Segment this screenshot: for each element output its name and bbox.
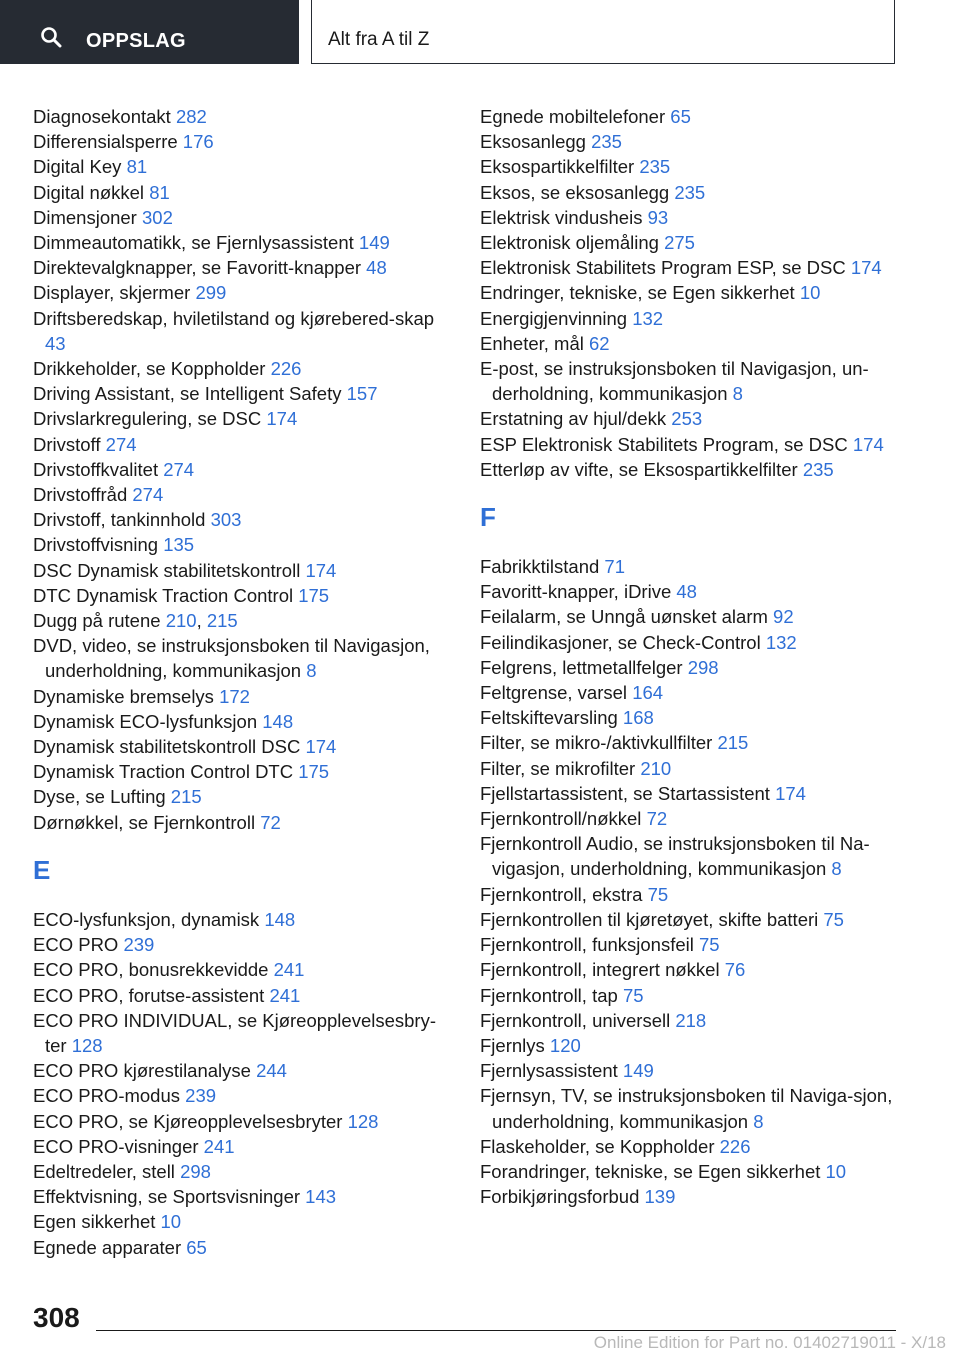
index-term: Drikkeholder, se Koppholder [33, 358, 266, 380]
index-term: Fabrikktilstand [480, 556, 600, 578]
index-term: Elektrisk vindusheis [480, 206, 643, 228]
index-term: Fjernkontroll, ekstra [480, 883, 643, 905]
page-link[interactable]: 274 [163, 458, 195, 480]
index-term: Dyse, se Lufting [33, 786, 166, 808]
index-term: E-post, se instruksjonsboken til Navigasjon, un-derholdning, kommunikasjon [480, 358, 869, 405]
index-entry [33, 129, 453, 154]
index-term: Favoritt-knapper, iDrive [480, 581, 672, 603]
index-entry [480, 907, 900, 932]
page-link[interactable]: 210 [165, 610, 197, 632]
index-term: Fjernkontrollen til kjøretøyet, skifte batteri [480, 908, 819, 930]
page-link[interactable]: 275 [664, 232, 695, 254]
index-term: Filter, se mikrofilter [480, 757, 636, 779]
index-entry [33, 932, 453, 957]
page-link[interactable]: 235 [802, 458, 834, 480]
page-link[interactable]: 226 [719, 1135, 751, 1157]
page-link[interactable]: 299 [195, 282, 227, 304]
index-term: Feltskiftevarsling [480, 707, 618, 729]
index-term: Elektronisk Stabilitets Program ESP, se DSC [480, 257, 846, 279]
page-link[interactable]: 8 [831, 858, 842, 880]
index-entry [33, 1235, 453, 1260]
page-link[interactable]: 75 [647, 883, 669, 905]
index-term: Endringer, tekniske, se Egen sikkerhet [480, 282, 795, 304]
index-entry [480, 630, 900, 655]
index-term: ECO PRO, bonusrekkevidde [33, 959, 269, 981]
index-term: Dynamisk stabilitetskontroll DSC [33, 736, 301, 758]
index-term: Fjellstartassistent, se Startassistent [480, 782, 770, 804]
index-term: Fjernkontroll, funksjonsfeil [480, 934, 694, 956]
page-link[interactable]: 235 [591, 131, 622, 153]
index-entry [480, 280, 900, 305]
index-term: ECO PRO-modus [33, 1085, 181, 1107]
index-term: ECO PRO kjørestilanalyse [33, 1060, 251, 1082]
index-entry [480, 680, 900, 705]
index-entry [33, 154, 453, 179]
index-term: Differensialsperre [33, 131, 178, 153]
index-entry [33, 1109, 453, 1134]
index-term: Etterløp av vifte, se Eksospartikkelfilter [480, 458, 798, 480]
index-entry [33, 104, 453, 129]
page-link[interactable]: 143 [305, 1186, 337, 1208]
index-term: Filter, se mikro-/aktivkullfilter [480, 732, 713, 754]
index-term: Edeltredeler, stell [33, 1160, 175, 1182]
section-title: Alt fra A til Z [328, 29, 430, 50]
page-link[interactable]: 10 [160, 1211, 182, 1233]
index-entry [480, 781, 900, 806]
page-link[interactable]: 139 [644, 1186, 676, 1208]
index-entry [480, 356, 900, 406]
index-entry [33, 759, 453, 784]
index-term: DVD, video, se instruksjonsboken til Navigasjon, underholdning, kommunikasjon [33, 635, 430, 682]
page-link[interactable]: 164 [632, 682, 664, 704]
page-link[interactable]: 174 [775, 782, 806, 804]
index-term: ESP Elektronisk Stabilitets Program, se DSC [480, 433, 848, 455]
index-term: Eksos, se eksosanlegg [480, 181, 670, 203]
footer-divider [96, 1330, 896, 1331]
index-entry [480, 331, 900, 356]
index-term: Dynamisk ECO-lysfunksjon [33, 710, 258, 732]
page-link[interactable]: 303 [210, 509, 242, 531]
page-link[interactable]: 148 [262, 710, 294, 732]
index-entry [33, 1184, 453, 1209]
index-term: Diagnosekontakt [33, 106, 171, 127]
index-entry [480, 180, 900, 205]
page-link[interactable]: 226 [270, 358, 302, 380]
index-term: Drivstoff, tankinnhold [33, 509, 206, 531]
index-term: Drivslarkregulering, se DSC [33, 408, 262, 430]
page-link[interactable]: 241 [273, 959, 305, 981]
page-link[interactable]: 81 [149, 181, 170, 203]
page-link[interactable]: 172 [219, 685, 250, 707]
index-entry [480, 1033, 900, 1058]
index-entry [480, 205, 900, 230]
page-link[interactable]: 81 [126, 156, 148, 178]
oppslag-search-button[interactable] [0, 0, 299, 64]
index-column-left [33, 104, 453, 1260]
page-link[interactable]: 149 [622, 1060, 654, 1082]
top-navigation-bar [0, 0, 960, 66]
page-link[interactable]: 215 [206, 610, 238, 632]
index-term: Elektronisk oljemåling [480, 232, 659, 254]
page-link[interactable]: 128 [71, 1034, 103, 1056]
index-entry [480, 129, 900, 154]
index-entry [33, 558, 453, 583]
page-link[interactable]: 43 [45, 332, 66, 354]
page-link[interactable]: 175 [298, 584, 330, 606]
index-entry [480, 1159, 900, 1184]
page-link[interactable]: 120 [549, 1034, 581, 1056]
page-link[interactable]: 8 [306, 660, 317, 682]
index-term: Dynamiske bremselys [33, 685, 214, 707]
page-link[interactable]: 174 [850, 257, 882, 279]
index-entry [33, 180, 453, 205]
page-link[interactable]: 298 [180, 1160, 211, 1182]
index-term: Forbikjøringsforbud [480, 1186, 640, 1208]
search-icon [40, 26, 62, 48]
index-term: Fjernlysassistent [480, 1060, 618, 1082]
page-link[interactable]: 215 [170, 786, 202, 808]
page-link[interactable]: 93 [647, 206, 669, 228]
index-term: Dørnøkkel, se Fjernkontroll [33, 811, 256, 833]
index-entry [33, 532, 453, 557]
index-entry [480, 1083, 900, 1133]
page-link[interactable]: 176 [182, 131, 214, 153]
index-letter-heading: F [480, 502, 496, 533]
index-term: Drivstoffkvalitet [33, 458, 159, 480]
page-link[interactable]: 75 [699, 934, 720, 956]
index-entry [33, 1134, 453, 1159]
index-term: Enheter, mål [480, 332, 584, 354]
index-entry [480, 932, 900, 957]
section-breadcrumb[interactable] [311, 0, 895, 64]
index-term: Eksospartikkelfilter [480, 156, 635, 178]
index-term: Feltgrense, varsel [480, 682, 628, 704]
page-link[interactable]: 239 [123, 934, 155, 956]
page-link[interactable]: 174 [852, 433, 884, 455]
index-column-right [480, 104, 900, 1209]
index-entry [480, 604, 900, 629]
page-link[interactable]: 241 [203, 1135, 235, 1157]
index-term: Driftsberedskap, hviletilstand og kjørebered-skap [33, 307, 435, 329]
index-entry [33, 457, 453, 482]
index-term: Dimensjoner [33, 206, 137, 228]
page-link[interactable]: 298 [687, 656, 719, 678]
index-entry [480, 730, 900, 755]
index-entry [33, 633, 453, 683]
index-term: Fjernkontroll, tap [480, 984, 618, 1006]
index-term: Digital Key [33, 156, 122, 178]
index-entry [33, 1159, 453, 1184]
page-link[interactable]: 174 [305, 736, 337, 758]
index-entry [480, 806, 900, 831]
index-term: Fjernkontroll Audio, se instruksjonsboken til Na-vigasjon, underholdning, kommunikasjon [480, 833, 870, 880]
page-link[interactable]: 148 [264, 908, 296, 930]
page-link[interactable]: 128 [347, 1110, 379, 1132]
index-entry [33, 381, 453, 406]
index-entry [33, 1008, 453, 1058]
index-term: Direktevalgknapper, se Favoritt-knapper [33, 257, 362, 279]
index-entry [33, 406, 453, 431]
index-entry [33, 432, 453, 457]
oppslag-label: OPPSLAG [86, 30, 186, 52]
edition-watermark: Online Edition for Part no. 01402719011 - X/18 [593, 1333, 946, 1352]
index-entry [480, 432, 900, 457]
page-link[interactable]: 235 [639, 156, 671, 178]
index-entry [33, 356, 453, 381]
index-term: Fjernsyn, TV, se instruksjonsboken til Naviga-sjon, underholdning, kommunikasjon [480, 1085, 893, 1132]
index-term: Dimmeautomatikk, se Fjernlysassistent [33, 232, 354, 254]
index-term: Energigjenvinning [480, 307, 628, 329]
page-link[interactable]: 244 [256, 1060, 287, 1082]
index-entry [480, 756, 900, 781]
page-link[interactable]: 65 [186, 1236, 207, 1258]
index-entry [33, 306, 453, 356]
index-entry [33, 957, 453, 982]
page-link[interactable]: 168 [622, 707, 654, 729]
index-entry [33, 734, 453, 759]
page-link[interactable]: 253 [671, 408, 703, 430]
page-link[interactable]: 8 [753, 1110, 764, 1132]
index-entry [480, 1058, 900, 1083]
page-link[interactable]: 135 [163, 534, 195, 556]
index-entry [480, 655, 900, 680]
index-term: Dugg på rutene [33, 610, 161, 632]
index-term: Fjernkontroll/nøkkel [480, 808, 642, 830]
page-link[interactable]: 132 [765, 631, 797, 653]
index-term: Feilalarm, se Unngå uønsket alarm [480, 606, 768, 628]
page-link[interactable]: 175 [298, 761, 330, 783]
index-term: Forandringer, tekniske, se Egen sikkerhet [480, 1160, 821, 1182]
index-term: Egnede apparater [33, 1236, 182, 1258]
page-link[interactable]: 76 [724, 959, 746, 981]
index-term: ECO PRO-visninger [33, 1135, 199, 1157]
index-entry [33, 255, 453, 280]
index-entry [33, 230, 453, 255]
index-entry [480, 831, 900, 881]
index-entry [33, 608, 453, 633]
index-entry [33, 983, 453, 1008]
page-link[interactable]: 218 [675, 1009, 707, 1031]
index-term: ECO PRO, se Kjøreopplevelsesbryter [33, 1110, 343, 1132]
index-term: Fjernkontroll, universell [480, 1009, 671, 1031]
index-term: Eksosanlegg [480, 131, 586, 153]
page-link[interactable]: 235 [674, 181, 706, 203]
index-entry [480, 306, 900, 331]
page-link[interactable]: 8 [732, 383, 743, 405]
index-entry [480, 154, 900, 179]
index-term: ECO PRO, forutse-assistent [33, 984, 265, 1006]
page-number: 308 [33, 1302, 80, 1333]
page-separator: , [196, 610, 202, 632]
index-term: Digital nøkkel [33, 181, 145, 203]
index-entry [33, 205, 453, 230]
page-link[interactable]: 48 [366, 257, 387, 279]
index-term: Fjernkontroll, integrert nøkkel [480, 959, 720, 981]
index-entry [480, 406, 900, 431]
index-term: Effektvisning, se Sportsvisninger [33, 1186, 301, 1208]
page-link[interactable]: 72 [260, 811, 281, 833]
page-link[interactable]: 157 [346, 383, 378, 405]
index-term: ECO PRO [33, 934, 119, 956]
index-term: Flaskeholder, se Koppholder [480, 1135, 715, 1157]
index-term: Drivstoff [33, 433, 101, 455]
page-link[interactable]: 274 [132, 484, 164, 506]
index-term: Driving Assistant, se Intelligent Safety [33, 383, 342, 405]
index-entry [33, 907, 453, 932]
page-link[interactable]: 274 [105, 433, 137, 455]
index-entry [33, 684, 453, 709]
index-entry [480, 1134, 900, 1159]
index-term: ECO-lysfunksjon, dynamisk [33, 908, 260, 930]
page-link[interactable]: 132 [632, 307, 664, 329]
index-term: Felgrens, lettmetallfelger [480, 656, 683, 678]
index-term: Displayer, skjermer [33, 282, 191, 304]
index-term: Feilindikasjoner, se Check-Control [480, 631, 761, 653]
index-term: Drivstoffråd [33, 484, 128, 506]
index-entry [33, 280, 453, 305]
index-entry [480, 1008, 900, 1033]
page-link[interactable]: 75 [823, 908, 844, 930]
page-link[interactable]: 282 [175, 106, 207, 127]
index-term: Erstatning av hjul/dekk [480, 408, 667, 430]
page-link[interactable]: 174 [305, 559, 337, 581]
index-entry [480, 957, 900, 982]
page-link[interactable]: 65 [670, 106, 691, 127]
page-link[interactable]: 10 [825, 1160, 847, 1182]
index-entry [33, 583, 453, 608]
index-term: ECO PRO INDIVIDUAL, se Kjøreopplevelsesbry-ter [33, 1009, 437, 1056]
page-link[interactable]: 149 [358, 232, 390, 254]
index-letter-heading: E [33, 854, 51, 885]
index-entry [480, 983, 900, 1008]
index-term: Egen sikkerhet [33, 1211, 156, 1233]
page-link[interactable]: 75 [622, 984, 644, 1006]
page-link[interactable]: 174 [266, 408, 298, 430]
index-term: Dynamisk Traction Control DTC [33, 761, 294, 783]
index-entry [33, 482, 453, 507]
index-entry [33, 709, 453, 734]
index-entry [480, 230, 900, 255]
index-entry [33, 1209, 453, 1234]
index-entry [480, 1184, 900, 1209]
index-entry [33, 1058, 453, 1083]
index-entry [480, 579, 900, 604]
page-link[interactable]: 10 [799, 282, 821, 304]
page-link[interactable]: 210 [640, 757, 672, 779]
index-entry [33, 507, 453, 532]
page-link[interactable]: 302 [142, 206, 173, 228]
page-link[interactable]: 241 [269, 984, 301, 1006]
index-term: Fjernlys [480, 1034, 545, 1056]
page-link[interactable]: 71 [604, 556, 625, 578]
page-link[interactable]: 72 [646, 808, 668, 830]
page-link[interactable]: 239 [185, 1085, 217, 1107]
index-entry [33, 1083, 453, 1108]
index-term: DTC Dynamisk Traction Control [33, 584, 294, 606]
index-entry [480, 457, 900, 482]
page-link[interactable]: 62 [589, 332, 610, 354]
index-term: DSC Dynamisk stabilitetskontroll [33, 559, 301, 581]
index-entry [480, 554, 900, 579]
index-entry [480, 882, 900, 907]
page-link[interactable]: 92 [773, 606, 794, 628]
index-entry [480, 705, 900, 730]
index-entry [480, 255, 900, 280]
index-entry [33, 810, 453, 835]
index-term: Egnede mobiltelefoner [480, 106, 666, 127]
index-entry [33, 784, 453, 809]
index-term: Drivstoffvisning [33, 534, 159, 556]
index-entry [480, 104, 900, 129]
page-link[interactable]: 48 [676, 581, 697, 603]
page-link[interactable]: 215 [717, 732, 749, 754]
